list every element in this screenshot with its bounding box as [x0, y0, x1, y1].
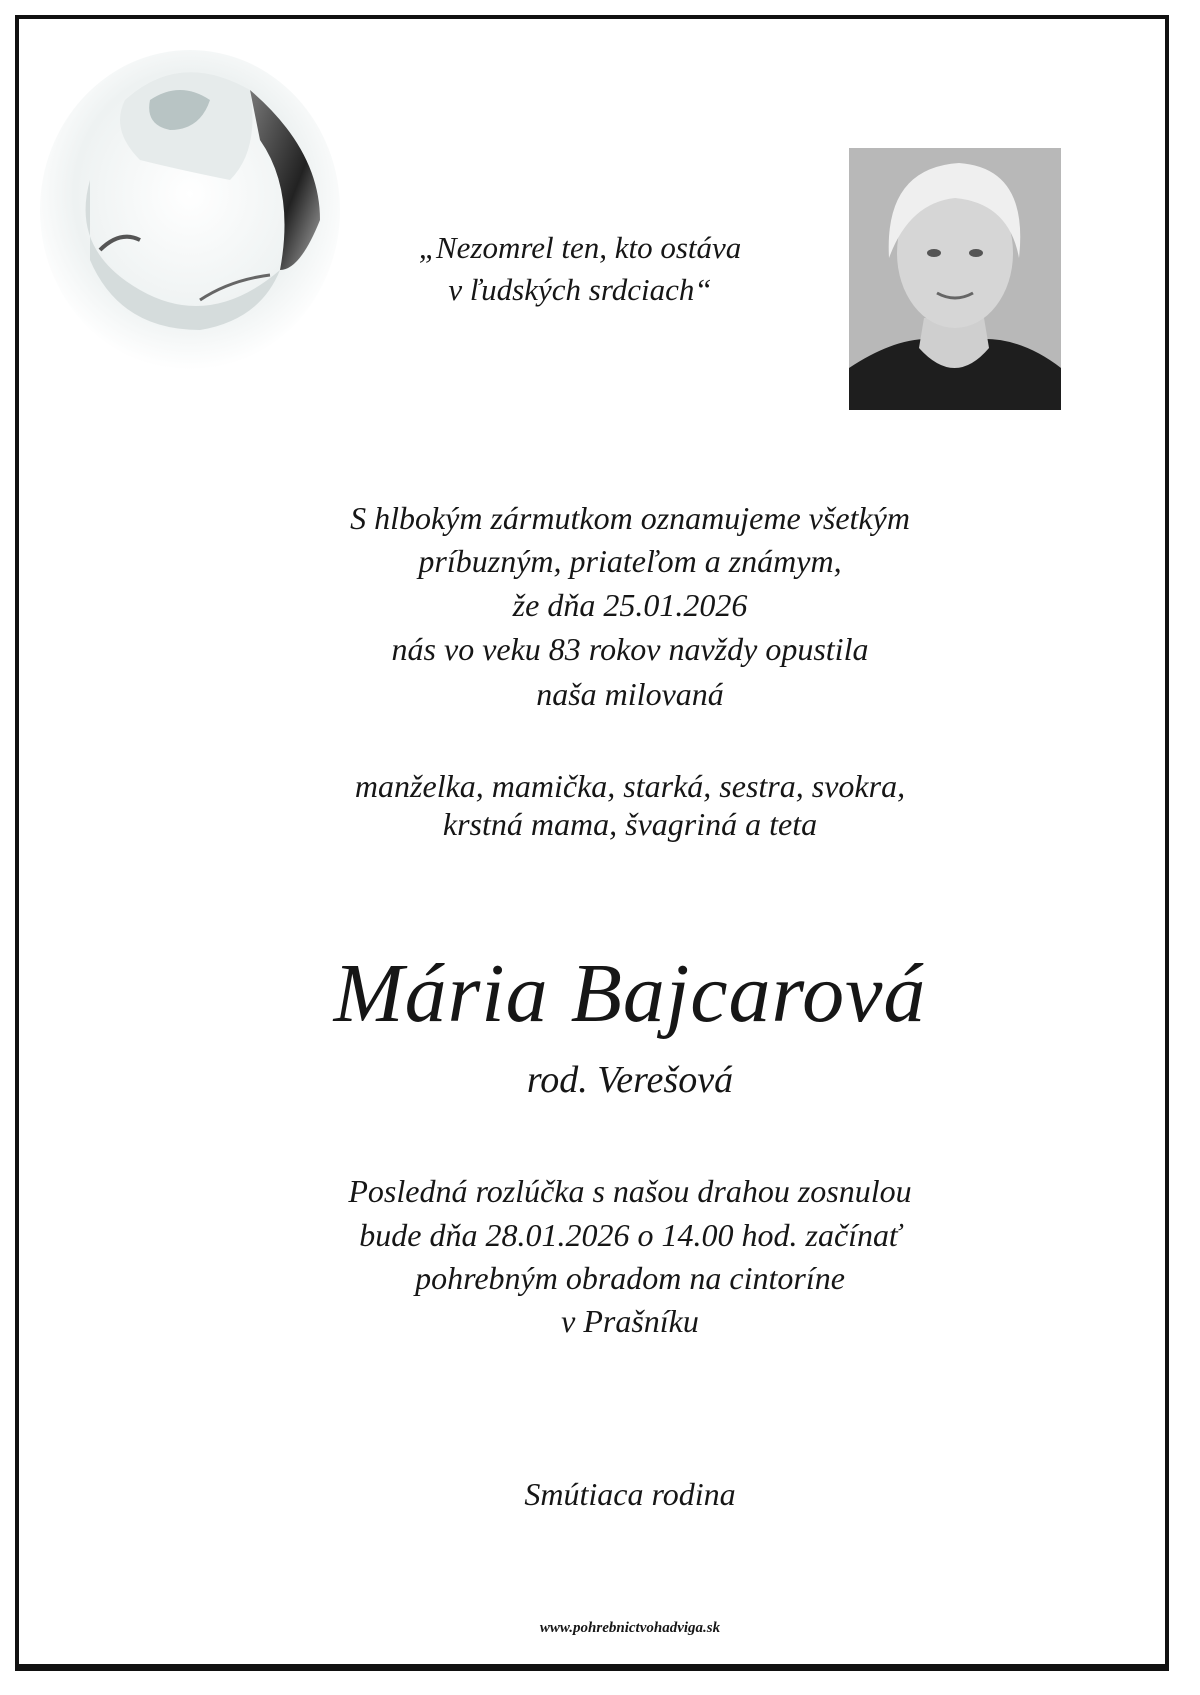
footer-url: www.pohrebnictvohadviga.sk	[539, 1620, 721, 1636]
maiden-name: rod. Verešová	[526, 1059, 734, 1101]
quote-line-2: v ľudských srdciach“	[448, 272, 712, 307]
announcement-line-3: že dňa 25.01.2026	[512, 587, 748, 623]
rose-image	[30, 30, 350, 380]
announcement-line-1: S hlbokým zármutkom oznamujeme všetkým	[350, 500, 910, 536]
funeral-line-1: Posledná rozlúčka s našou drahou zosnulou	[348, 1173, 912, 1209]
quote-line-1: „Nezomrel ten, kto ostáva	[418, 230, 742, 265]
funeral-line-3: pohrebným obradom na cintoríne	[415, 1260, 845, 1296]
relations-line-2: krstná mama, švagriná a teta	[442, 806, 818, 842]
funeral-line-4: v Prašníku	[561, 1303, 699, 1339]
announcement-line-2: príbuzným, priateľom a známym,	[418, 543, 842, 579]
deceased-name: Mária Bajcarová	[333, 947, 927, 1040]
funeral-line-2: bude dňa 28.01.2026 o 14.00 hod. začínať	[359, 1217, 901, 1253]
announcement-line-5: naša milovaná	[536, 676, 724, 712]
portrait-photo	[849, 148, 1061, 410]
announcement-line-4: nás vo veku 83 rokov navždy opustila	[391, 631, 869, 667]
signature: Smútiaca rodina	[524, 1476, 736, 1512]
relations-line-1: manželka, mamička, starká, sestra, svokra,	[354, 768, 906, 804]
